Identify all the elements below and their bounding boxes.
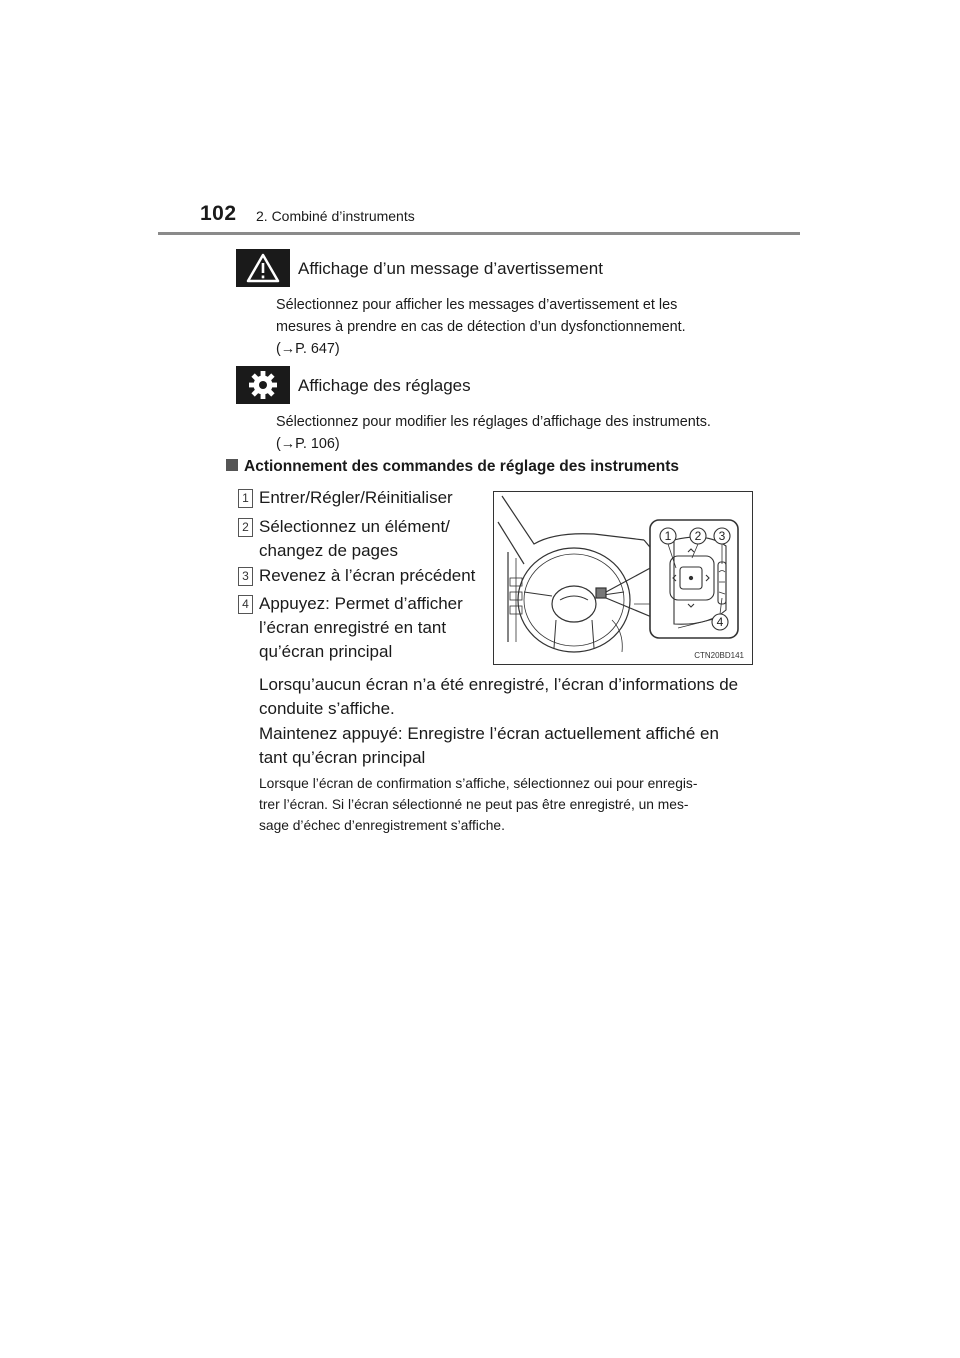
warning-display-title: Affichage d’un message d’avertissement <box>298 259 603 278</box>
hold-press-line-2: tant qu’écran principal <box>259 748 426 767</box>
chapter-title: 2. Combiné d’instruments <box>256 208 415 224</box>
section-heading <box>226 458 679 476</box>
warning-page-ref: (→P. 647) <box>276 341 340 357</box>
page-number: 102 <box>200 202 237 225</box>
note-line-3: sage d’échec d’enregistrement s’affiche. <box>259 818 505 833</box>
note-line-1: Lorsque l’écran de confirmation s’affiche, sélectionnez oui pour enregis- <box>259 776 698 791</box>
item-number-4: 4 <box>238 595 253 614</box>
diagram-code: CTN20BD141 <box>694 651 744 660</box>
warning-triangle-icon <box>236 249 290 287</box>
warning-description-line-2: mesures à prendre en cas de détection d’un dysfonctionnement. <box>276 319 686 335</box>
item-2-text-line-2: changez de pages <box>259 541 398 560</box>
item-1-text: Entrer/Régler/Réinitialiser <box>259 488 453 507</box>
callout-3: 3 <box>718 529 726 543</box>
square-bullet-icon <box>226 459 238 471</box>
no-screen-line-2: conduite s’affiche. <box>259 699 395 718</box>
item-4-text-line-1: Appuyez: Permet d’afficher <box>259 594 463 613</box>
settings-page-ref: (→P. 106) <box>276 436 340 452</box>
callout-1: 1 <box>664 529 672 543</box>
item-number-1: 1 <box>238 489 253 508</box>
callout-4: 4 <box>716 615 724 629</box>
item-3-text: Revenez à l’écran précédent <box>259 566 476 585</box>
section-heading-text: Actionnement des commandes de réglage des instruments <box>244 458 679 475</box>
no-screen-line-1: Lorsqu’aucun écran n’a été enregistré, l’écran d’informations de <box>259 675 739 694</box>
callout-2: 2 <box>694 529 702 543</box>
steering-wheel-diagram <box>493 491 753 665</box>
warning-description-line-1: Sélectionnez pour afficher les messages d’avertissement et les <box>276 297 678 313</box>
item-number-3: 3 <box>238 567 253 586</box>
header-rule <box>158 232 800 235</box>
item-4-text-line-2: l’écran enregistré en tant <box>259 618 447 637</box>
settings-display-title: Affichage des réglages <box>298 376 471 395</box>
item-number-2: 2 <box>238 518 253 537</box>
item-4-text-line-3: qu’écran principal <box>259 642 393 661</box>
hold-press-line-1: Maintenez appuyé: Enregistre l’écran actuellement affiché en <box>259 724 719 743</box>
item-2-text-line-1: Sélectionnez un élément/ <box>259 517 450 536</box>
settings-description: Sélectionnez pour modifier les réglages d’affichage des instruments. <box>276 414 711 430</box>
gear-icon <box>236 366 290 404</box>
note-line-2: trer l’écran. Si l’écran sélectionné ne peut pas être enregistré, un mes- <box>259 797 689 812</box>
